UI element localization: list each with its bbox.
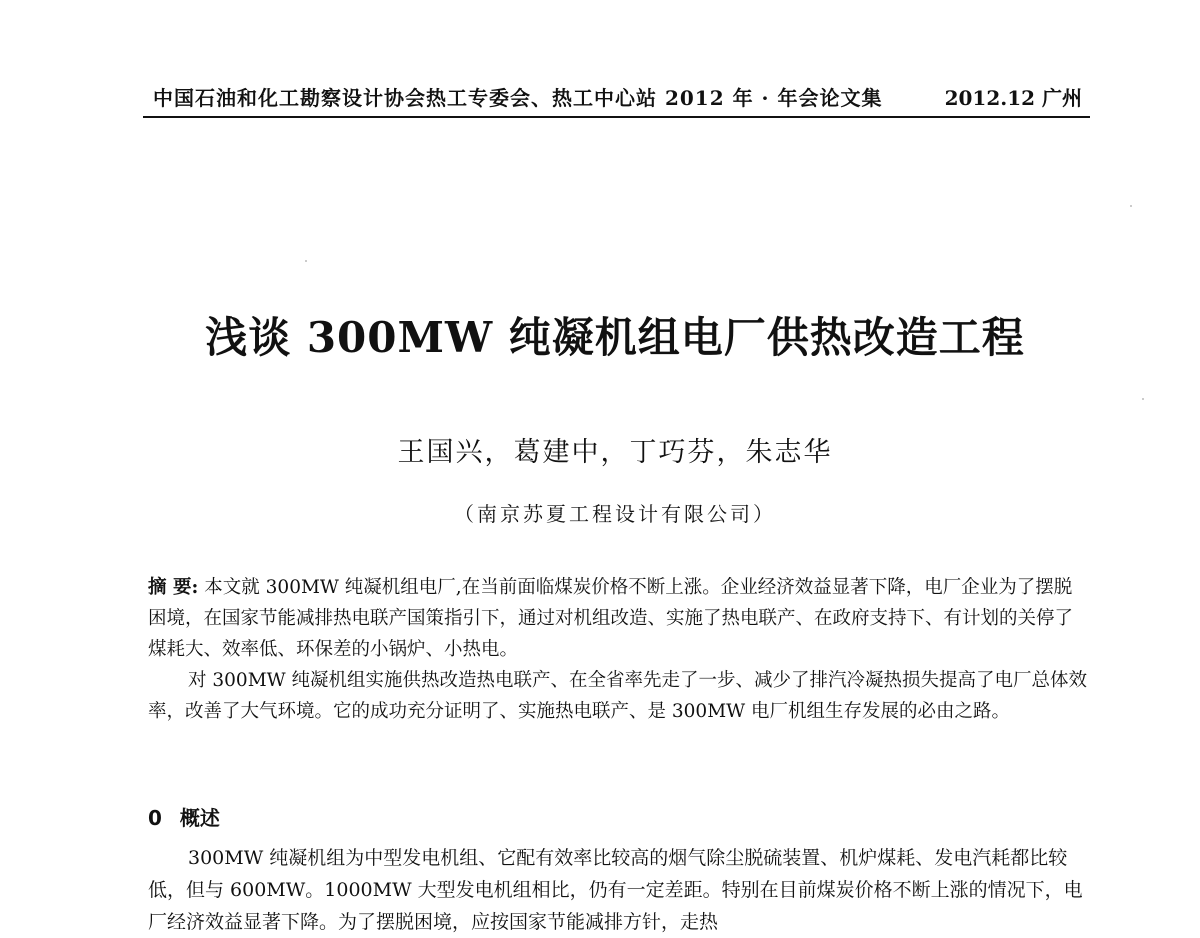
scan-speck [1130,205,1132,207]
running-header [143,78,1090,118]
abstract-paragraph-1 [148,572,1088,665]
abstract-text-1: 本文就 300MW 纯凝机组电厂,在当前面临煤炭价格不断上涨。企业经济效益显著下降，电厂企业为了摆脱困境，在国家节能减排热电联产国策指引下，通过对机组改造、实施了热电联产、在政府支持下、有计划的关停了煤耗大、效率低、环保差的小锅炉、小热电。 [148,577,1074,660]
author-affiliation: （南京苏夏工程设计有限公司） [454,502,776,526]
section-heading [148,802,220,831]
scan-speck [305,260,307,262]
scan-speck [1142,398,1144,400]
body-text [148,842,1088,938]
abstract [148,572,1088,727]
abstract-paragraph-2: 对 300MW 纯凝机组实施供热改造热电联产、在全省率先走了一步、减少了排汽冷凝热损失提高了电厂总体效率，改善了大气环境。它的成功充分证明了、实施热电联产、是 300MW 电厂机组生存发展的必由之路。 [148,670,1088,722]
author-list: 王国兴，葛建中，丁巧芬，朱志华 [397,437,833,468]
header-proceedings-title: 中国石油和化工勘察设计协会热工专委会、热工中心站 2012 年 · 年会论文集 [153,86,883,110]
header-date-location: 2012.12 广州 [944,86,1082,110]
section-number: 0 [148,806,162,830]
abstract-label: 摘 要: [148,577,199,598]
section-title: 概述 [179,806,220,830]
paper-title: 浅谈 300MW 纯凝机组电厂供热改造工程 [205,313,1025,362]
body-paragraph-1: 300MW 纯凝机组为中型发电机组、它配有效率比较高的烟气除尘脱硫装置、机炉煤耗、发电汽耗都比较低，但与 600MW。1000MW 大型发电机组相比，仍有一定差距。特别在目前煤炭价格不断上涨的情况下，电厂经济效益显著下降。为了摆脱困境，应按国家节能减排方针，走热 [148,847,1083,933]
